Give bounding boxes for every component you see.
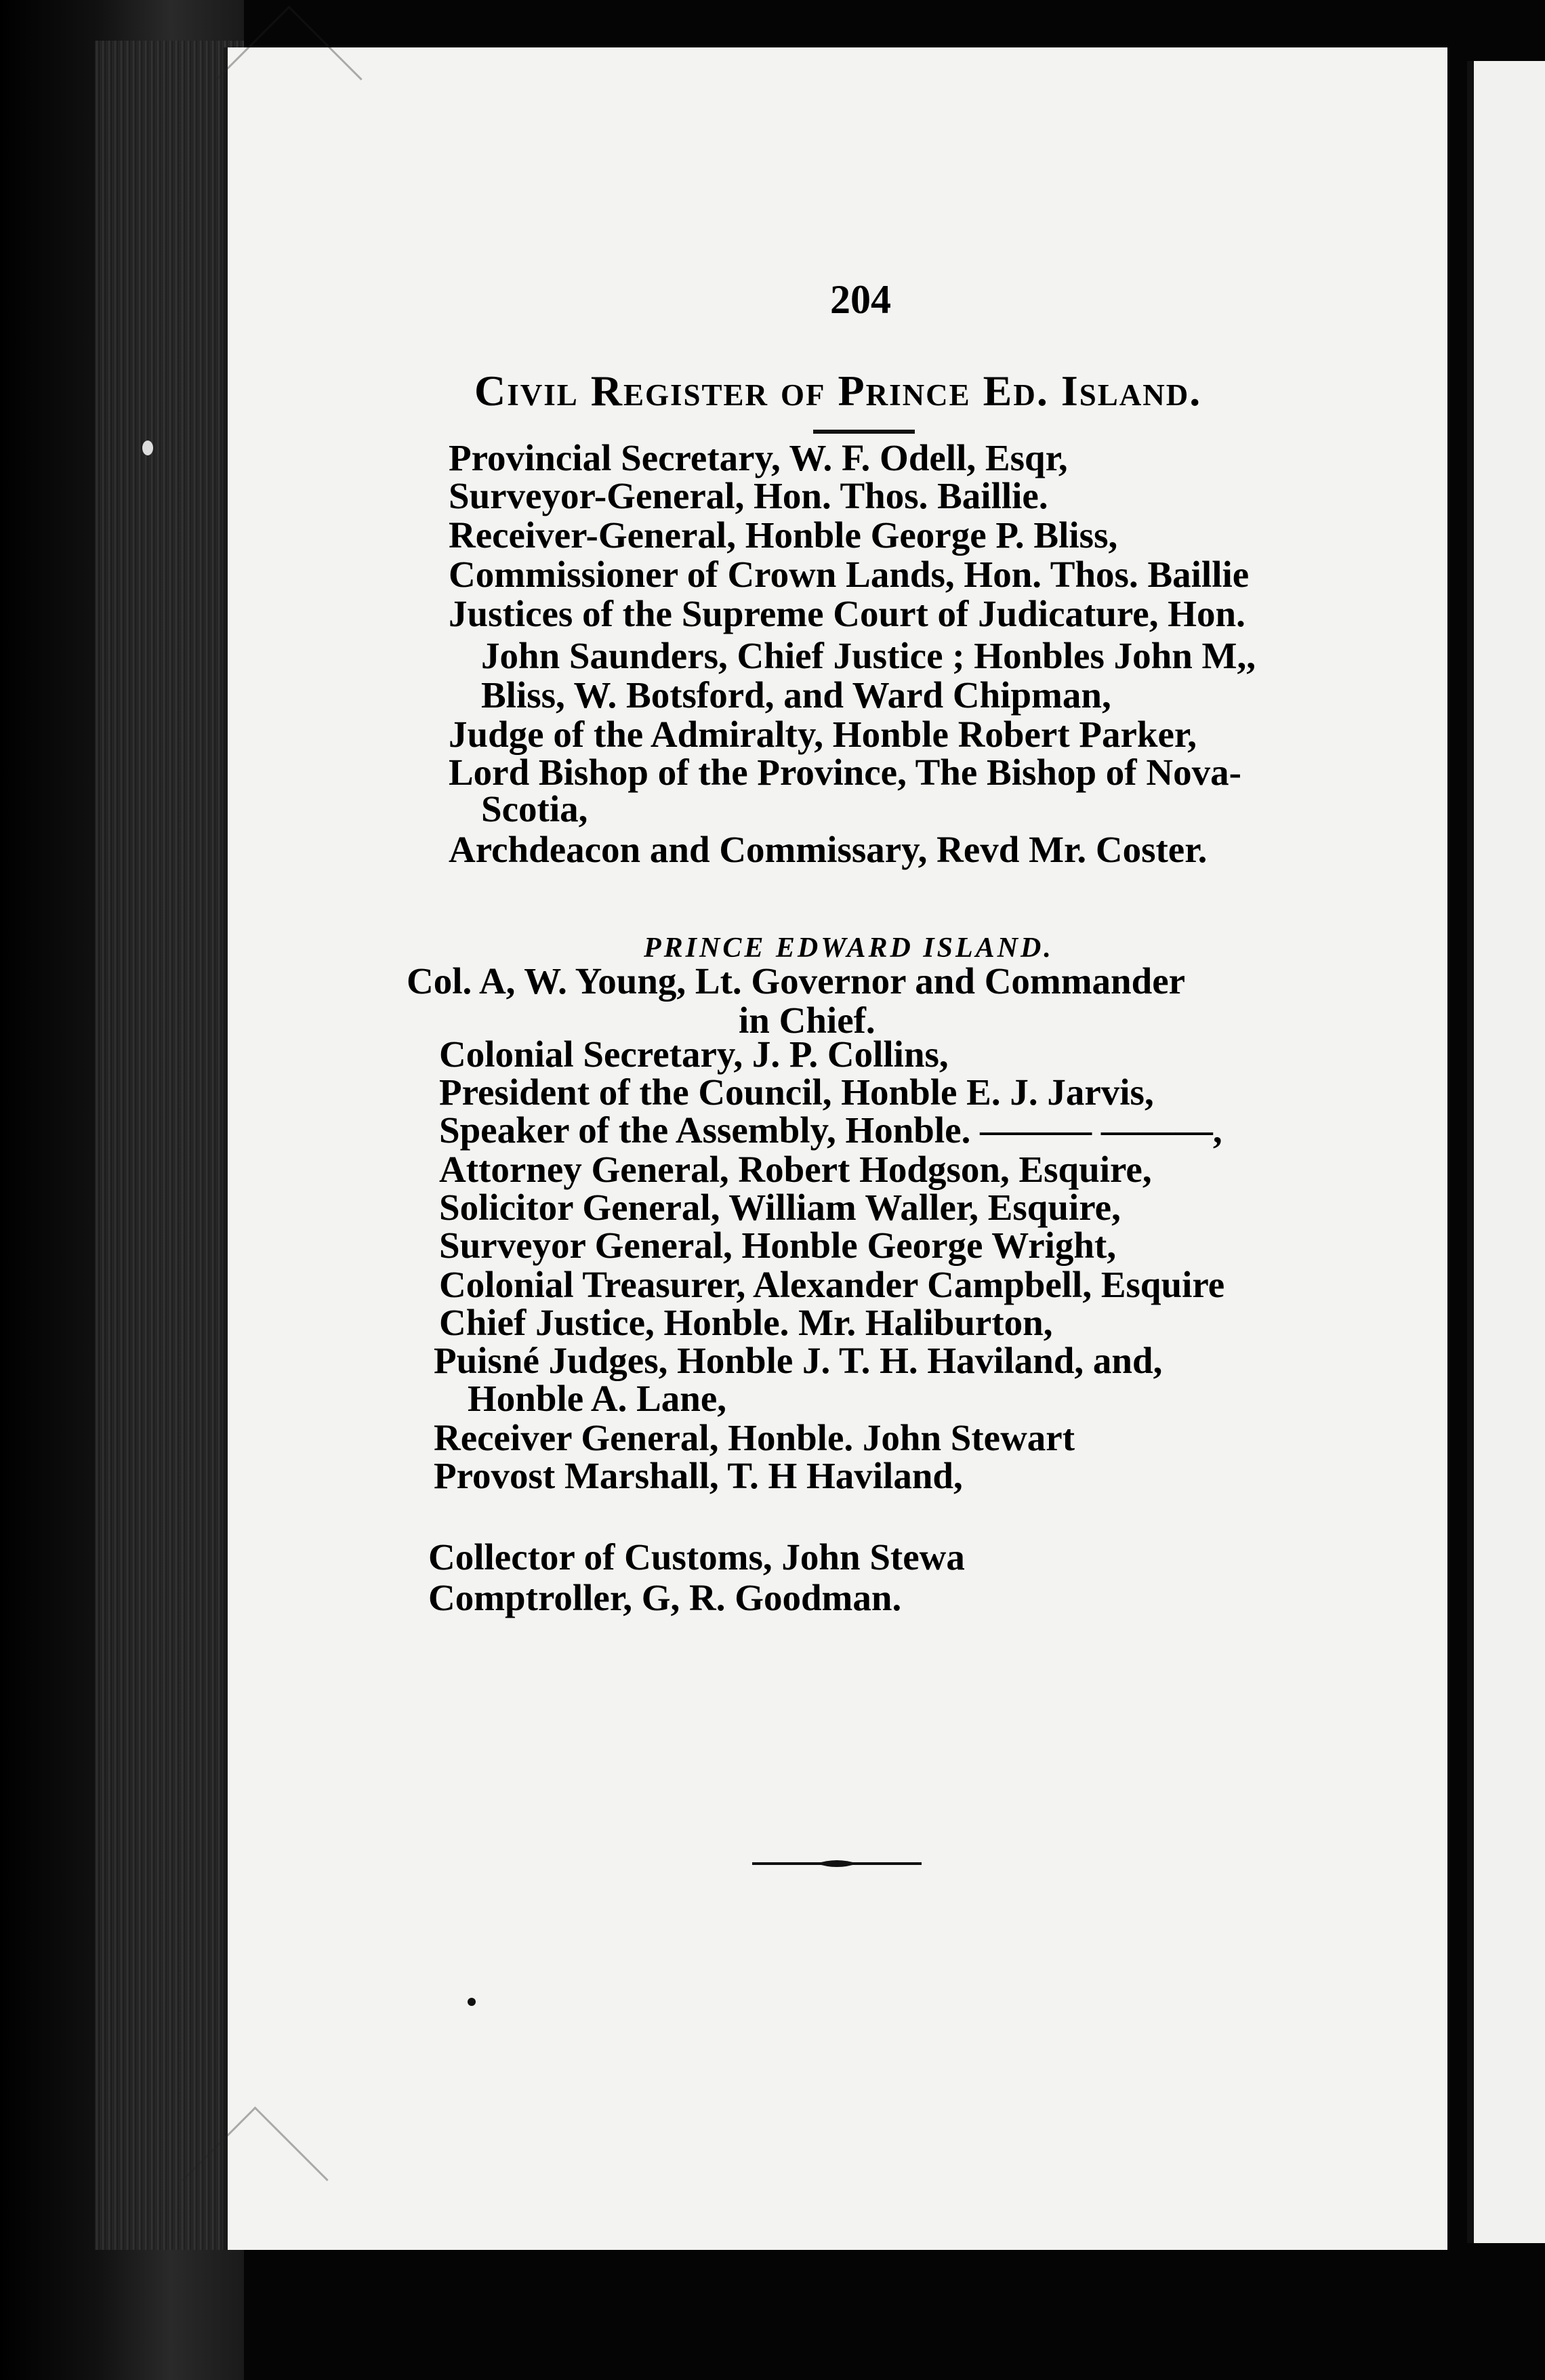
register-line: Judge of the Admiralty, Honble Robert Parker,	[449, 714, 1197, 755]
register-line: Receiver-General, Honble George P. Bliss,	[449, 514, 1118, 556]
register-line: Collector of Customs, John Stewa	[428, 1536, 965, 1578]
register-line: Lord Bishop of the Province, The Bishop of Nova-	[449, 752, 1241, 793]
section-title: PRINCE EDWARD ISLAND.	[644, 932, 1054, 964]
register-line: Justices of the Supreme Court of Judicature, Hon.	[449, 593, 1245, 634]
register-line: Commissioner of Crown Lands, Hon. Thos. Baillie	[449, 554, 1250, 595]
register-line: Colonial Treasurer, Alexander Campbell, Esquire	[439, 1264, 1225, 1305]
register-line: Bliss, W. Botsford, and Ward Chipman,	[481, 674, 1111, 716]
register-line: Puisné Judges, Honble J. T. H. Haviland, and,	[434, 1340, 1163, 1381]
page-edges	[95, 41, 244, 2250]
register-line: Col. A, W. Young, Lt. Governor and Commander	[407, 960, 1186, 1002]
register-line: Honble A. Lane,	[468, 1378, 727, 1419]
register-line: Chief Justice, Honble. Mr. Haliburton,	[439, 1302, 1053, 1343]
heading-rule	[813, 430, 915, 434]
register-line: President of the Council, Honble E. J. Jarvis,	[439, 1071, 1154, 1113]
register-line: Receiver General, Honble. John Stewart	[434, 1417, 1075, 1458]
right-page-edge	[1467, 61, 1545, 2243]
register-line: Provincial Secretary, W. F. Odell, Esqr,	[449, 437, 1068, 478]
register-line: John Saunders, Chief Justice ; Honbles John M,,	[481, 635, 1256, 676]
ornamental-rule	[752, 1857, 922, 1870]
register-line: Comptroller, G, R. Goodman.	[428, 1577, 902, 1618]
page-heading: Civil Register of Prince Ed. Island.	[474, 367, 1202, 415]
register-line: Speaker of the Assembly, Honble. ——— ———,	[439, 1109, 1222, 1151]
ink-speck	[468, 1998, 476, 2006]
register-line: Attorney General, Robert Hodgson, Esquire,	[439, 1149, 1152, 1190]
register-line: in Chief.	[739, 1000, 876, 1041]
page-number: 204	[830, 277, 891, 322]
paper-flake	[142, 440, 153, 455]
register-line: Scotia,	[481, 788, 588, 829]
register-line: Archdeacon and Commissary, Revd Mr. Coster.	[449, 829, 1208, 870]
register-line: Surveyor-General, Hon. Thos. Baillie.	[449, 475, 1048, 516]
register-line: Solicitor General, William Waller, Esquire,	[439, 1187, 1121, 1228]
register-line: Provost Marshall, T. H Haviland,	[434, 1455, 963, 1496]
register-line: Surveyor General, Honble George Wright,	[439, 1225, 1117, 1266]
register-line: Colonial Secretary, J. P. Collins,	[439, 1033, 949, 1075]
